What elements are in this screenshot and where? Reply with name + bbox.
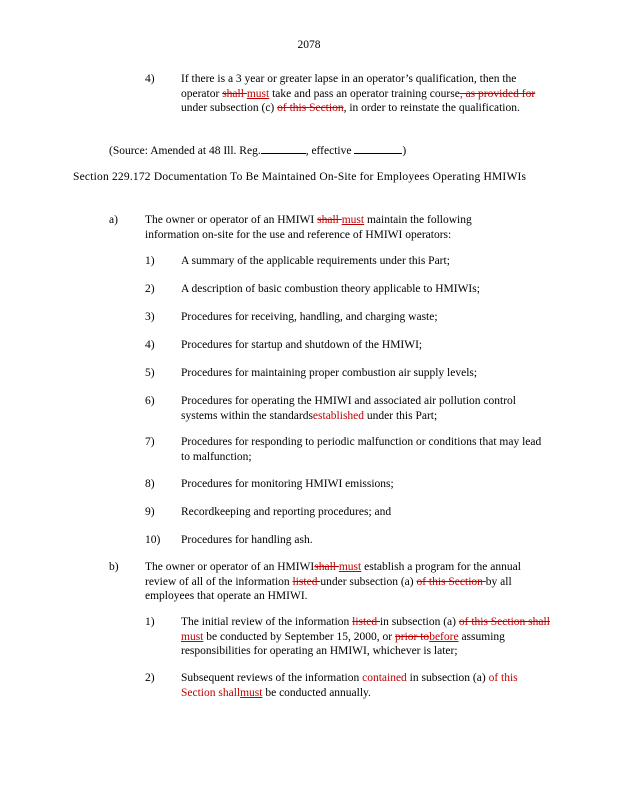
page-number: 2078 xyxy=(297,39,321,51)
subsection-b-text: The owner or operator of an HMIWIshall must establish a program for the annual review of all of the information listed under subsection (a) of this Section by all employees that operate an HMIWI. xyxy=(145,561,521,602)
inserted-text: of this Section shall xyxy=(181,672,518,699)
inserted-text: must xyxy=(181,630,204,643)
deleted-text: , as provided for xyxy=(459,87,536,100)
list-item-number: 6) xyxy=(145,395,155,407)
item-4-text: If there is a 3 year or greater lapse in an operator’s qualification, then the operator shall must take and pass an operator training course, as provided for under subsection (c) of this Section, in order to reinstate the qualification. xyxy=(181,73,536,114)
item-4-number: 4) xyxy=(145,73,155,85)
blank-line xyxy=(354,143,402,154)
inserted-text: must xyxy=(338,561,362,573)
list-item: Procedures for monitoring HMIWI emissions; xyxy=(181,478,394,490)
subsection-b-label: b) xyxy=(109,561,119,573)
section-heading: Section 229.172 Documentation To Be Maintained On-Site for Employees Operating HMIWIs xyxy=(73,171,527,183)
list-item-number: 10) xyxy=(145,534,161,546)
list-item-number: 2) xyxy=(145,283,155,295)
inserted-text: must xyxy=(246,87,270,100)
deleted-text: shall xyxy=(317,214,342,226)
list-item: Procedures for handling ash. xyxy=(181,534,313,546)
list-item-number: 3) xyxy=(145,311,155,323)
list-item: Recordkeeping and reporting procedures; and xyxy=(181,506,392,518)
list-item: Procedures for startup and shutdown of the HMIWI; xyxy=(181,339,423,351)
deleted-text: of this Section shall xyxy=(458,616,550,628)
deleted-text: of this Section xyxy=(277,102,344,114)
list-item-number: 4) xyxy=(145,339,155,351)
inserted-text: must xyxy=(341,214,365,226)
list-item-number: 7) xyxy=(145,436,155,448)
inserted-text: contained xyxy=(362,672,407,684)
list-item: The initial review of the information listed in subsection (a) of this Section shall must be conducted by September 15, 2000, or prior tobefore assuming responsibilities for operating an HMIWI, whichever is later; xyxy=(181,616,550,657)
list-item-number: 2) xyxy=(145,672,155,684)
subsection-a-text: The owner or operator of an HMIWI shall must maintain the following information on-site for the use and reference of HMIWI operators: xyxy=(145,214,472,241)
list-item: Procedures for receiving, handling, and charging waste; xyxy=(181,311,438,323)
list-item: Procedures for maintaining proper combustion air supply levels; xyxy=(181,367,478,379)
deleted-text: prior to xyxy=(395,630,430,643)
inserted-text: must xyxy=(240,686,263,699)
inserted-text: before xyxy=(429,630,459,643)
list-item: A description of basic combustion theory applicable to HMIWIs; xyxy=(181,283,480,295)
deleted-text: listed xyxy=(292,575,321,588)
list-item-number: 9) xyxy=(145,506,155,518)
inserted-text: established xyxy=(312,409,365,422)
list-item-number: 5) xyxy=(145,367,155,379)
deleted-text: shall xyxy=(222,87,247,100)
list-item: Subsequent reviews of the information contained in subsection (a) of this Section shallmust be conducted annually. xyxy=(181,672,518,699)
deleted-text: shall xyxy=(314,561,339,573)
subsection-a-label: a) xyxy=(109,214,118,226)
list-item-number: 1) xyxy=(145,255,155,267)
deleted-text: listed xyxy=(352,616,380,628)
list-item: Procedures for responding to periodic malfunction or conditions that may lead to malfunction; xyxy=(181,436,542,463)
list-item: Procedures for operating the HMIWI and associated air pollution control systems within the standardsestablished under this Part; xyxy=(181,395,516,422)
list-item: A summary of the applicable requirements under this Part; xyxy=(181,255,450,267)
list-item-number: 8) xyxy=(145,478,155,490)
blank-line xyxy=(261,143,306,154)
deleted-text: of this Section xyxy=(416,575,486,588)
source-note: (Source: Amended at 48 Ill. Reg. , effective ) xyxy=(109,145,407,157)
list-item-number: 1) xyxy=(145,616,155,628)
